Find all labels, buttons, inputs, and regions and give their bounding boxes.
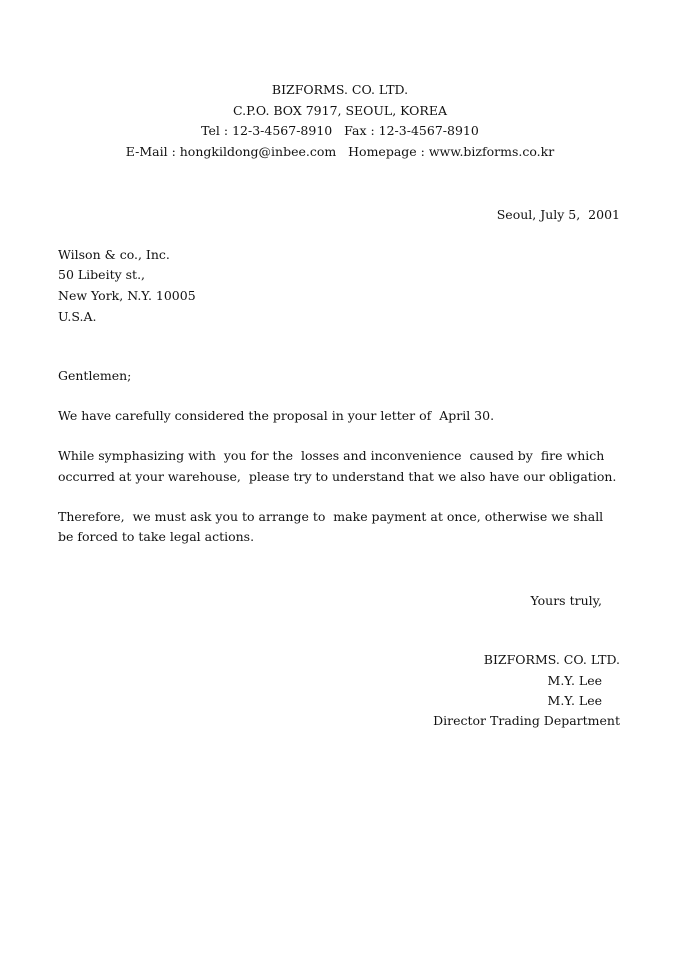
signature-title: Director Trading Department bbox=[433, 713, 620, 728]
signature-name-1: M.Y. Lee bbox=[547, 673, 602, 688]
body-paragraph-3-line-2: be forced to take legal actions. bbox=[58, 529, 255, 544]
recipient-name: Wilson & co., Inc. bbox=[58, 247, 170, 262]
salutation: Gentlemen; bbox=[58, 368, 132, 383]
body-paragraph-1: We have carefully considered the proposal in your letter of April 30. bbox=[58, 408, 495, 423]
recipient-street: 50 Libeity st., bbox=[58, 267, 146, 282]
letterhead-company: BIZFORMS. CO. LTD. bbox=[271, 82, 409, 97]
letterhead-email-homepage: E-Mail : hongkildong@inbee.com Homepage : www.bizforms.co.kr bbox=[125, 144, 555, 159]
body-paragraph-3-line-1: Therefore, we must ask you to arrange to make payment at once, otherwise we shall bbox=[58, 509, 604, 524]
signature-company: BIZFORMS. CO. LTD. bbox=[483, 652, 620, 667]
recipient-country: U.S.A. bbox=[58, 309, 97, 324]
signature-name-2: M.Y. Lee bbox=[547, 693, 602, 708]
letter-date: Seoul, July 5, 2001 bbox=[496, 207, 620, 222]
letterhead-address: C.P.O. BOX 7917, SEOUL, KOREA bbox=[232, 103, 447, 118]
closing: Yours truly, bbox=[530, 593, 602, 608]
letterhead-tel-fax: Tel : 12-3-4567-8910 Fax : 12-3-4567-8910 bbox=[201, 123, 479, 138]
body-paragraph-2-line-1: While symphasizing with you for the losses and inconvenience caused by fire which bbox=[58, 448, 605, 463]
body-paragraph-2-line-2: occurred at your warehouse, please try to understand that we also have our obligation. bbox=[58, 469, 617, 484]
recipient-city: New York, N.Y. 10005 bbox=[58, 288, 196, 303]
